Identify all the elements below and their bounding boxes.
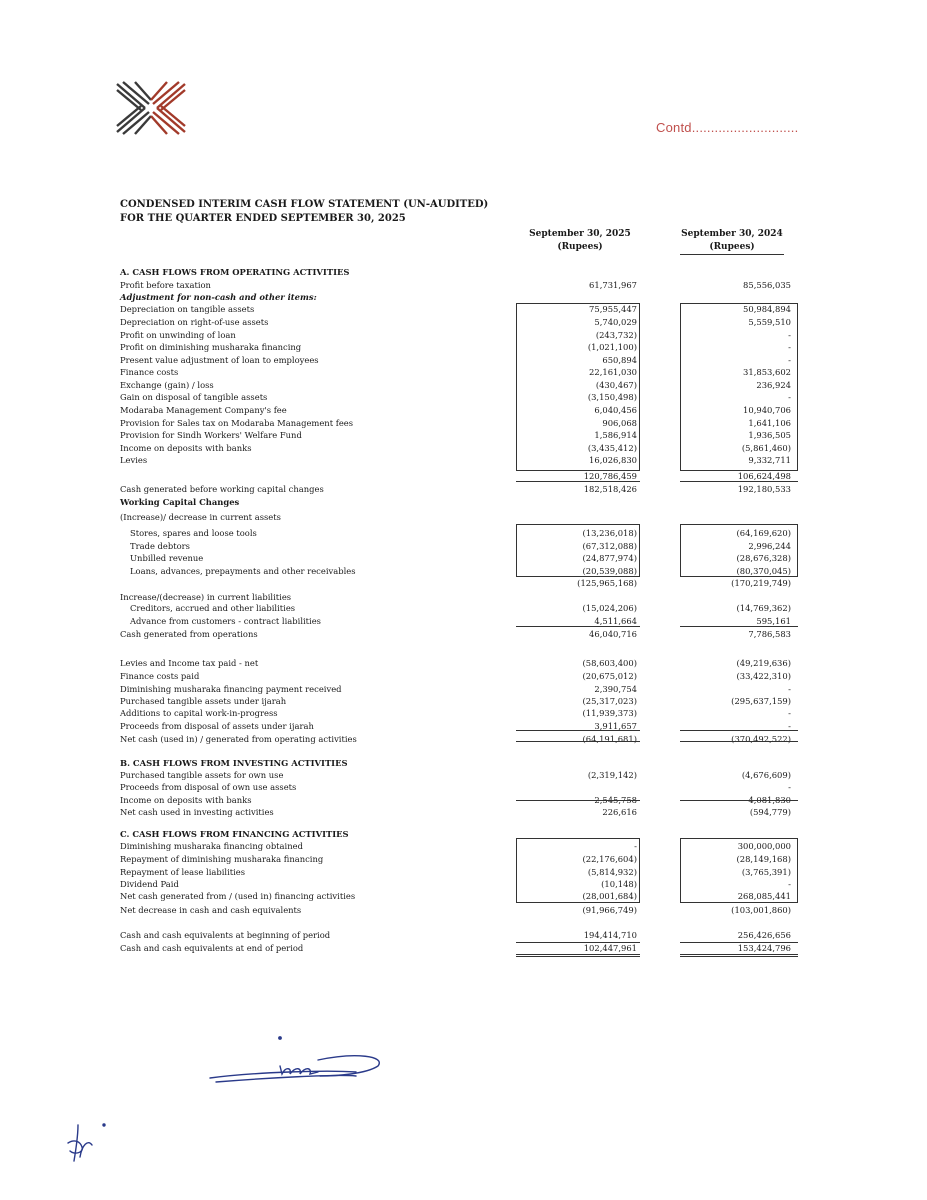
row-label: Repayment of diminishing musharaka financing [120,854,324,864]
value-2024: 236,924 [756,380,791,390]
value-2025: (64,191,681) [582,734,637,744]
value-2025: 120,786,459 [583,471,637,481]
value-2025: 5,740,029 [594,317,637,327]
value-2024: - [788,330,791,340]
column-unit: (Rupees) [557,242,603,252]
row-label: Increase/(decrease) in current liabilities [120,592,292,602]
row-label: Cash and cash equivalents at end of period [120,943,304,953]
value-2024: 7,786,583 [748,629,791,639]
row-label: Adjustment for non-cash and other items: [120,292,317,302]
value-2024: 153,424,796 [737,943,791,953]
row-label: Purchased tangible assets under ijarah [120,696,287,706]
value-2025: 906,068 [602,418,637,428]
value-2024: 268,085,441 [737,891,791,901]
row-label: Net decrease in cash and cash equivalents [120,905,302,915]
value-2025: 46,040,716 [589,629,637,639]
row-label: Stores, spares and loose tools [130,528,257,538]
value-2025: 650,894 [602,355,637,365]
subtotal-rule [680,626,798,627]
total-double-rule [516,956,640,957]
table-row [0,483,927,495]
value-2025: 22,161,030 [589,367,637,377]
table-row [0,942,927,954]
subtotal-rule [680,481,798,482]
signature-image [206,1030,396,1090]
row-label: Income on deposits with banks [120,443,252,453]
value-2025: 61,731,967 [589,280,637,290]
value-2024: (49,219,636) [736,658,791,668]
value-2025: (3,150,498) [587,392,637,402]
financing-box-2025 [516,838,640,903]
column-header-2024 [665,228,799,254]
table-row [0,781,927,793]
row-label: Unbilled revenue [130,553,204,563]
row-label: Levies and Income tax paid - net [120,658,259,668]
table-row [0,683,927,695]
current-assets-box-2024 [680,524,798,577]
value-2024: (4,676,609) [741,770,791,780]
table-row [0,707,927,719]
value-2025: (125,965,168) [577,578,637,588]
value-2024: (64,169,620) [736,528,791,538]
column-header-2025 [513,228,647,254]
value-2024: - [788,708,791,718]
value-2024: (370,492,522) [731,734,791,744]
row-label: Depreciation on right-of-use assets [120,317,269,327]
value-2024: - [788,342,791,352]
value-2024: (80,370,045) [736,566,791,576]
row-label: Net cash used in investing activities [120,807,274,817]
value-2025: (58,603,400) [582,658,637,668]
row-label: Modaraba Management Company's fee [120,405,287,415]
value-2024: (594,779) [749,807,791,817]
value-2024: 256,426,656 [737,930,791,940]
table-row [0,670,927,682]
value-2024: (170,219,749) [731,578,791,588]
value-2024: (28,149,168) [736,854,791,864]
table-row [0,657,927,669]
value-2024: - [788,782,791,792]
subtotal-rule [516,730,640,731]
value-2025: - [634,841,637,851]
adjustments-box-2024 [680,303,798,471]
subtotal-rule [680,800,798,801]
row-label: Profit on unwinding of loan [120,330,236,340]
value-2024: 1,641,106 [748,418,791,428]
current-assets-box-2025 [516,524,640,577]
value-2025: (24,877,974) [582,553,637,563]
value-2025: (67,312,088) [582,541,637,551]
value-2024: - [788,684,791,694]
value-2025: 75,955,447 [589,304,637,314]
subtotal-rule [680,741,798,742]
table-row [0,511,927,523]
row-label: Depreciation on tangible assets [120,304,255,314]
row-label: Cash generated before working capital changes [120,484,324,494]
column-date: September 30, 2024 [681,229,783,239]
table-row [0,602,927,614]
row-label: Gain on disposal of tangible assets [120,392,268,402]
value-2024: - [788,392,791,402]
value-2025: 194,414,710 [583,930,637,940]
row-label: C. CASH FLOWS FROM FINANCING ACTIVITIES [120,829,349,839]
value-2025: 6,040,456 [594,405,637,415]
row-label: Finance costs paid [120,671,200,681]
table-row [0,266,927,278]
value-2025: (28,001,684) [582,891,637,901]
value-2025: (22,176,604) [582,854,637,864]
value-2024: (103,001,860) [731,905,791,915]
table-row [0,904,927,916]
value-2025: 102,447,961 [583,943,637,953]
value-2024: 1,936,505 [748,430,791,440]
row-label: Proceeds from disposal of own use assets [120,782,297,792]
row-label: Finance costs [120,367,179,377]
row-label: Diminishing musharaka financing payment received [120,684,342,694]
total-double-rule [680,956,798,957]
row-label: Purchased tangible assets for own use [120,770,284,780]
value-2024: (14,769,362) [736,603,791,613]
value-2025: (1,021,100) [587,342,637,352]
value-2024: (295,637,159) [731,696,791,706]
value-2024: - [788,721,791,731]
value-2024: 50,984,894 [743,304,791,314]
row-label: Present value adjustment of loan to employees [120,355,319,365]
value-2025: (15,024,206) [582,603,637,613]
row-label: Levies [120,455,148,465]
table-row [0,628,927,640]
row-label: (Increase)/ decrease in current assets [120,512,281,522]
value-2025: 16,026,830 [589,455,637,465]
row-label: Cash and cash equivalents at beginning of period [120,930,331,940]
row-label: Provision for Sindh Workers' Welfare Fund [120,430,302,440]
table-row [0,929,927,941]
row-label: Working Capital Changes [120,497,240,507]
value-2025: (20,675,012) [582,671,637,681]
header-underline [680,254,784,255]
row-label: Profit before taxation [120,280,211,290]
row-label: Dividend Paid [120,879,179,889]
table-row [0,769,927,781]
table-row [0,577,927,589]
table-row [0,291,927,303]
value-2024: 10,940,706 [743,405,791,415]
value-2024: - [788,355,791,365]
row-label: Diminishing musharaka financing obtained [120,841,303,851]
subtotal-rule [516,741,640,742]
row-label: Repayment of lease liabilities [120,867,246,877]
total-double-rule [516,954,640,955]
value-2025: (91,966,749) [582,905,637,915]
subtotal-rule [516,942,640,943]
row-label: B. CASH FLOWS FROM INVESTING ACTIVITIES [120,758,348,768]
table-row [0,695,927,707]
row-label: Cash generated from operations [120,629,258,639]
table-row [0,757,927,769]
title-line-1: CONDENSED INTERIM CASH FLOW STATEMENT (UN-AUDITED) [120,199,489,210]
row-label: Additions to capital work-in-progress [120,708,278,718]
value-2025: (2,319,142) [587,770,637,780]
value-2025: 3,911,657 [594,721,637,731]
value-2025: (10,148) [601,879,637,889]
value-2024: 192,180,533 [737,484,791,494]
value-2024: 9,332,711 [748,455,791,465]
value-2025: 182,518,426 [583,484,637,494]
value-2024: 85,556,035 [743,280,791,290]
value-2024: 31,853,602 [743,367,791,377]
value-2025: (25,317,023) [582,696,637,706]
contd-label: Contd............................ [656,120,799,135]
value-2025: 2,390,754 [594,684,637,694]
value-2025: 226,616 [602,807,637,817]
table-row [0,806,927,818]
row-label: Profit on diminishing musharaka financing [120,342,302,352]
value-2024: 300,000,000 [737,841,791,851]
value-2025: (243,732) [595,330,637,340]
statement-title [120,198,488,226]
value-2024: (5,861,460) [741,443,791,453]
value-2024: 595,161 [756,616,791,626]
row-label: Advance from customers - contract liabilities [130,616,321,626]
initials-image [60,1115,110,1170]
value-2025: 4,511,664 [594,616,637,626]
subtotal-rule [680,942,798,943]
value-2025: (13,236,018) [582,528,637,538]
value-2024: 106,624,498 [737,471,791,481]
column-unit: (Rupees) [709,242,755,252]
row-label: Trade debtors [130,541,190,551]
row-label: Creditors, accrued and other liabilities [130,603,296,613]
value-2025: (3,435,412) [587,443,637,453]
subtotal-rule [516,481,640,482]
row-label: Proceeds from disposal of assets under ijarah [120,721,314,731]
value-2025: (430,467) [595,380,637,390]
financing-box-2024 [680,838,798,903]
subtotal-rule [680,730,798,731]
row-label: Net cash (used in) / generated from operating activities [120,734,357,744]
value-2024: 2,996,244 [748,541,791,551]
adjustments-box-2025 [516,303,640,471]
row-label: Exchange (gain) / loss [120,380,214,390]
subtotal-rule [516,626,640,627]
row-label: Loans, advances, prepayments and other receivables [130,566,356,576]
row-label: Income on deposits with banks [120,795,252,805]
value-2024: 5,559,510 [748,317,791,327]
row-label: A. CASH FLOWS FROM OPERATING ACTIVITIES [120,267,350,277]
value-2025: (20,539,088) [582,566,637,576]
value-2025: 1,586,914 [594,430,637,440]
row-label: Provision for Sales tax on Modaraba Management fees [120,418,354,428]
table-row [0,733,927,745]
table-row [0,496,927,508]
value-2024: (3,765,391) [741,867,791,877]
subtotal-rule [516,800,640,801]
title-line-2: FOR THE QUARTER ENDED SEPTEMBER 30, 2025 [120,213,406,224]
value-2025: (5,814,932) [587,867,637,877]
total-double-rule [680,954,798,955]
value-2025: (11,939,373) [582,708,637,718]
row-label: Net cash generated from / (used in) financing activities [120,891,356,901]
value-2024: (28,676,328) [736,553,791,563]
value-2025: 2,545,758 [594,795,637,805]
value-2024: (33,422,310) [736,671,791,681]
table-row [0,279,927,291]
value-2024: 4,081,830 [748,795,791,805]
column-date: September 30, 2025 [529,229,631,239]
value-2024: - [788,879,791,889]
company-logo [115,80,187,136]
